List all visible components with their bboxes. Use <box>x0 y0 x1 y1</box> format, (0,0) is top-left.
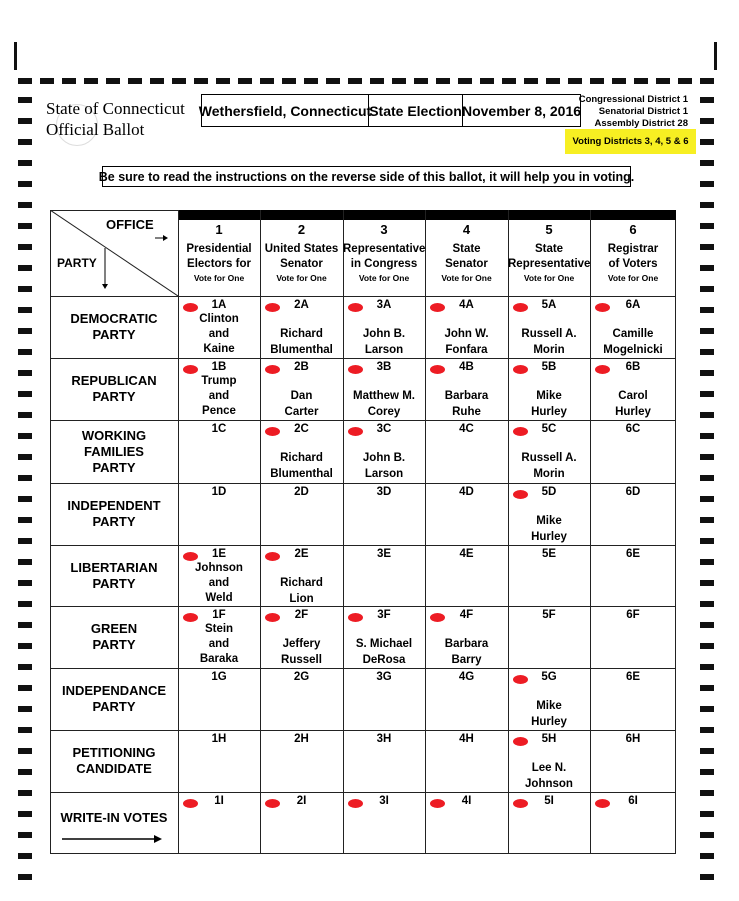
cell-code: 1B <box>211 361 227 373</box>
candidate-name-line: and <box>208 577 230 589</box>
party-label-row <box>50 606 178 668</box>
candidate-name-line: John B. <box>362 328 406 340</box>
corner-mark-left <box>14 42 17 70</box>
candidate-name-line: and <box>208 328 230 340</box>
cell-code: 3D <box>376 486 392 498</box>
candidate-name-line: Camille <box>612 328 654 340</box>
candidate-cell-6A[interactable] <box>590 296 676 358</box>
cell-code: 2E <box>294 548 309 560</box>
candidate-cell-1F[interactable] <box>178 606 260 668</box>
office-number: 4 <box>462 222 471 237</box>
candidate-cell-2H <box>260 730 343 792</box>
candidate-cell-5H[interactable] <box>508 730 590 792</box>
candidate-name-line: Hurley <box>615 406 651 418</box>
office-title-line1: State <box>452 243 481 255</box>
candidate-cell-3A[interactable] <box>343 296 425 358</box>
assembly-district: Assembly District 28 <box>594 118 688 129</box>
candidate-name-line: Morin <box>533 344 565 356</box>
candidate-cell-1G <box>178 668 260 730</box>
party-name <box>82 428 146 476</box>
party-name-line: PARTY <box>92 699 136 714</box>
ballot-title: Official Ballot <box>46 120 145 139</box>
cell-code: 4B <box>459 361 474 373</box>
candidate-name-line: Hurley <box>531 406 567 418</box>
office-number: 3 <box>380 222 388 237</box>
candidate-cell-1A[interactable] <box>178 296 260 358</box>
office-title-line2: of Voters <box>608 258 658 270</box>
party-name <box>71 373 156 405</box>
cell-code: 1G <box>211 671 227 683</box>
candidate-cell-4I[interactable] <box>425 792 508 854</box>
office-title-line2: Senator <box>445 258 488 270</box>
party-name-line: CANDIDATE <box>76 761 152 776</box>
candidate-cell-1H <box>178 730 260 792</box>
candidate-cell-4H <box>425 730 508 792</box>
candidate-cell-2E[interactable] <box>260 545 343 606</box>
party-label-row <box>50 296 178 358</box>
candidate-cell-6H <box>590 730 676 792</box>
office-title-line2: Electors for <box>187 258 251 270</box>
vote-for-one: Vote for One <box>358 273 410 283</box>
candidate-name-line: Richard <box>280 328 323 340</box>
cell-code: 3A <box>376 299 392 311</box>
candidate-cell-4F[interactable] <box>425 606 508 668</box>
office-label: OFFICE <box>106 217 154 232</box>
office-header-2 <box>260 222 343 294</box>
date-box: November 8, 2016 <box>462 94 581 127</box>
cell-code: 1H <box>211 733 227 745</box>
candidate-name-line: Pence <box>202 405 236 417</box>
candidate-cell-6C <box>590 420 676 483</box>
cell-code: 2A <box>294 299 309 311</box>
office-number: 1 <box>215 222 223 237</box>
candidate-cell-4C <box>425 420 508 483</box>
candidate-name-line: Matthew M. <box>353 390 415 402</box>
cell-code: 4D <box>459 486 474 498</box>
candidate-name-line: Hurley <box>531 716 567 728</box>
office-header-6 <box>590 222 676 294</box>
party-label: PARTY <box>57 256 97 270</box>
cell-code: 3H <box>376 733 392 745</box>
cell-code: 5I <box>544 795 554 807</box>
vote-for-one: Vote for One <box>276 273 327 283</box>
office-title-line1: State <box>534 243 564 255</box>
office-title-line2: Representative <box>508 258 591 270</box>
party-name <box>67 498 160 530</box>
timing-marks-top <box>18 78 720 84</box>
candidate-cell-5B[interactable] <box>508 358 590 420</box>
candidate-cell-2G <box>260 668 343 730</box>
cell-code: 2H <box>294 733 309 745</box>
party-name-line: PARTY <box>92 514 136 529</box>
write-in-arrow-icon <box>62 834 162 844</box>
candidate-cell-1C <box>178 420 260 483</box>
candidate-name-line: Russell <box>281 654 322 666</box>
cell-code: 1F <box>212 609 226 621</box>
candidate-name-line: and <box>208 638 230 650</box>
cell-code: 3B <box>376 361 392 373</box>
cell-code: 2C <box>294 423 309 435</box>
candidate-name-line: John W. <box>444 328 489 340</box>
candidate-cell-4E <box>425 545 508 606</box>
office-title-line2: in Congress <box>350 258 418 270</box>
candidate-name-line: Weld <box>205 592 233 604</box>
vote-for-one: Vote for One <box>193 273 245 283</box>
candidate-name-line: Johnson <box>195 562 243 574</box>
cell-code: 5A <box>541 299 557 311</box>
candidate-cell-1D <box>178 483 260 545</box>
candidate-cell-1E[interactable] <box>178 545 260 606</box>
party-name <box>70 311 157 343</box>
candidate-cell-4G <box>425 668 508 730</box>
party-name-line: GREEN <box>90 621 138 636</box>
candidate-cell-2D <box>260 483 343 545</box>
cell-code: 3G <box>376 671 392 683</box>
candidate-name-line: Blumenthal <box>270 344 333 356</box>
office-number: 5 <box>545 222 553 237</box>
cell-code: 6A <box>625 299 641 311</box>
cell-code: 6B <box>625 361 641 373</box>
candidate-name-line: Lee N. <box>531 762 567 774</box>
cell-code: 2F <box>294 609 309 621</box>
candidate-name-line: Mike <box>536 390 562 402</box>
office-header-5 <box>508 222 590 294</box>
party-name-line: PARTY <box>92 575 136 591</box>
cell-code: 6H <box>625 733 641 745</box>
candidate-cell-6E <box>590 545 676 606</box>
cell-code: 6C <box>625 423 641 435</box>
vote-for-one: Vote for One <box>441 273 492 283</box>
party-name <box>91 621 137 653</box>
party-label-row <box>50 483 178 545</box>
town-box: Wethersfield, Connecticut <box>201 94 369 127</box>
candidate-cell-5E <box>508 545 590 606</box>
office-header-3 <box>343 222 425 294</box>
party-name-line: LIBERTARIAN <box>70 559 158 575</box>
candidate-name-line: and <box>208 390 230 402</box>
candidate-name-line: Mike <box>536 515 562 527</box>
party-name-line: PARTY <box>92 327 136 342</box>
candidate-name-line: S. Michael <box>355 638 413 650</box>
party-name <box>62 683 166 715</box>
office-title-line1: Representative <box>343 243 426 255</box>
candidate-cell-2F[interactable] <box>260 606 343 668</box>
cell-code: 3I <box>379 795 389 807</box>
candidate-name-line: Russell A. <box>521 328 577 340</box>
candidate-cell-3D <box>343 483 425 545</box>
candidate-name-line: Jeffery <box>282 638 321 650</box>
candidate-cell-3C[interactable] <box>343 420 425 483</box>
candidate-cell-2A[interactable] <box>260 296 343 358</box>
cell-code: 4I <box>461 795 472 807</box>
candidate-name-line: Larson <box>364 468 404 480</box>
candidate-cell-5D[interactable] <box>508 483 590 545</box>
party-name-line: PARTY <box>92 459 136 475</box>
candidate-name-line: Hurley <box>531 531 567 543</box>
candidate-cell-6D <box>590 483 676 545</box>
party-name-line: PETITIONING <box>72 745 156 760</box>
cell-code: 1A <box>211 299 227 311</box>
timing-marks-right <box>700 97 714 892</box>
candidate-cell-3I[interactable] <box>343 792 425 854</box>
voting-districts-badge: Voting Districts 3, 4, 5 & 6 <box>565 129 696 154</box>
office-number: 6 <box>629 222 637 237</box>
party-name-line: FAMILIES <box>84 443 144 459</box>
election-box: State Election <box>368 94 463 127</box>
candidate-name-line: Barbara <box>444 390 489 402</box>
party-name-line: PARTY <box>92 389 136 404</box>
cell-code: 3E <box>376 548 392 560</box>
cell-code: 2D <box>294 486 309 498</box>
party-label-row <box>50 792 178 854</box>
party-label-row <box>50 730 178 792</box>
candidate-name-line: Richard <box>280 452 323 464</box>
candidate-name-line: Johnson <box>525 778 573 790</box>
candidate-name-line: Ruhe <box>452 406 481 418</box>
party-name <box>61 810 168 826</box>
candidate-name-line: Stein <box>204 623 234 635</box>
state-title: State of Connecticut <box>46 99 185 118</box>
party-name-line: WRITE-IN VOTES <box>60 810 168 825</box>
candidate-cell-5I[interactable] <box>508 792 590 854</box>
party-name-line: DEMOCRATIC <box>70 311 158 326</box>
candidate-cell-3G <box>343 668 425 730</box>
cell-code: 5B <box>541 361 557 373</box>
candidate-name-line: Kaine <box>203 343 235 355</box>
congressional-district: Congressional District 1 <box>578 94 688 105</box>
timing-marks-left <box>18 97 32 892</box>
vote-for-one: Vote for One <box>607 273 659 283</box>
candidate-cell-3H <box>343 730 425 792</box>
office-header-1 <box>178 222 260 294</box>
candidate-name-line: Richard <box>280 577 323 589</box>
cell-code: 5D <box>541 486 557 498</box>
cell-code: 5G <box>541 671 557 683</box>
office-arrow-icon <box>163 235 168 241</box>
candidate-name-line: Barbara <box>444 638 489 650</box>
candidate-name-line: Dan <box>290 390 313 402</box>
cell-code: 4H <box>459 733 474 745</box>
candidate-name-line: Lion <box>289 593 314 605</box>
candidate-cell-5A[interactable] <box>508 296 590 358</box>
office-title-line1: Registrar <box>607 243 659 255</box>
party-name-line: INDEPENDENT <box>67 498 161 513</box>
cell-code: 6F <box>626 609 640 621</box>
cell-code: 1D <box>211 486 227 498</box>
candidate-name-line: Trump <box>201 375 237 387</box>
cell-code: 6I <box>628 795 638 807</box>
party-name <box>72 745 155 777</box>
cell-code: 2I <box>296 795 307 807</box>
party-label-row <box>50 420 178 483</box>
cell-code: 4F <box>459 609 474 621</box>
candidate-cell-5C[interactable] <box>508 420 590 483</box>
candidate-name-line: Baraka <box>199 653 239 665</box>
candidate-cell-2B[interactable] <box>260 358 343 420</box>
party-label-row <box>50 668 178 730</box>
candidate-cell-3B[interactable] <box>343 358 425 420</box>
cell-code: 3F <box>377 609 391 621</box>
party-name-line: WORKING <box>81 427 147 443</box>
candidate-name-line: Larson <box>364 344 404 356</box>
grid-top-bar <box>178 210 676 220</box>
cell-code: 2G <box>293 671 310 683</box>
candidate-cell-6I[interactable] <box>590 792 676 854</box>
cell-code: 1E <box>211 548 227 560</box>
candidate-name-line: Clinton <box>199 313 239 325</box>
office-title-line1: United States <box>264 243 339 255</box>
instructions-banner: Be sure to read the instructions on the reverse side of this ballot, it will help you in voting. <box>102 166 631 187</box>
candidate-name-line: Carol <box>618 390 648 402</box>
candidate-cell-5G[interactable] <box>508 668 590 730</box>
party-name-line: REPUBLICAN <box>71 373 157 388</box>
party-name-line: PARTY <box>92 637 136 652</box>
candidate-name-line: John B. <box>362 452 406 464</box>
candidate-name-line: Fonfara <box>445 344 488 356</box>
cell-code: 5C <box>541 423 557 435</box>
office-title-line2: Senator <box>280 258 323 270</box>
cell-code: 6E <box>625 548 641 560</box>
office-title-line1: Presidential <box>186 243 252 255</box>
candidate-name-line: DeRosa <box>362 654 406 666</box>
candidate-cell-3E <box>343 545 425 606</box>
candidate-cell-6F <box>590 606 676 668</box>
cell-code: 6E <box>625 671 641 683</box>
corner-mark-right <box>714 42 717 70</box>
party-name-line: INDEPENDANCE <box>61 683 166 698</box>
candidate-cell-2C[interactable] <box>260 420 343 483</box>
candidate-cell-5F <box>508 606 590 668</box>
candidate-name-line: Barry <box>451 654 482 666</box>
candidate-name-line: Russell A. <box>521 452 577 464</box>
party-arrow-icon <box>102 284 108 289</box>
candidate-cell-1B[interactable] <box>178 358 260 420</box>
candidate-cell-3F[interactable] <box>343 606 425 668</box>
candidate-cell-1I[interactable] <box>178 792 260 854</box>
office-header-4 <box>425 222 508 294</box>
cell-code: 5H <box>541 733 557 745</box>
candidate-name-line: Mike <box>536 700 562 712</box>
candidate-cell-6B[interactable] <box>590 358 676 420</box>
cell-code: 4G <box>458 671 475 683</box>
cell-code: 4C <box>459 423 474 435</box>
candidate-name-line: Carter <box>284 406 319 418</box>
candidate-cell-2I[interactable] <box>260 792 343 854</box>
party-label-row <box>50 545 178 606</box>
party-name <box>70 560 157 592</box>
office-number: 2 <box>297 222 306 237</box>
cell-code: 5E <box>541 548 557 560</box>
cell-code: 3C <box>376 423 392 435</box>
vote-for-one: Vote for One <box>523 273 575 283</box>
candidate-cell-4A[interactable] <box>425 296 508 358</box>
candidate-name-line: Mogelnicki <box>603 344 663 356</box>
cell-code: 6D <box>625 486 641 498</box>
candidate-cell-6E <box>590 668 676 730</box>
candidate-name-line: Corey <box>367 406 401 418</box>
cell-code: 4E <box>459 548 474 560</box>
candidate-name-line: Morin <box>533 468 565 480</box>
party-label-row <box>50 358 178 420</box>
candidate-cell-4D <box>425 483 508 545</box>
cell-code: 5F <box>542 609 556 621</box>
cell-code: 2B <box>294 361 309 373</box>
senatorial-district: Senatorial District 1 <box>598 106 688 117</box>
candidate-name-line: Blumenthal <box>270 468 333 480</box>
cell-code: 4A <box>459 299 474 311</box>
candidate-cell-4B[interactable] <box>425 358 508 420</box>
cell-code: 1I <box>214 795 224 807</box>
cell-code: 1C <box>211 423 227 435</box>
